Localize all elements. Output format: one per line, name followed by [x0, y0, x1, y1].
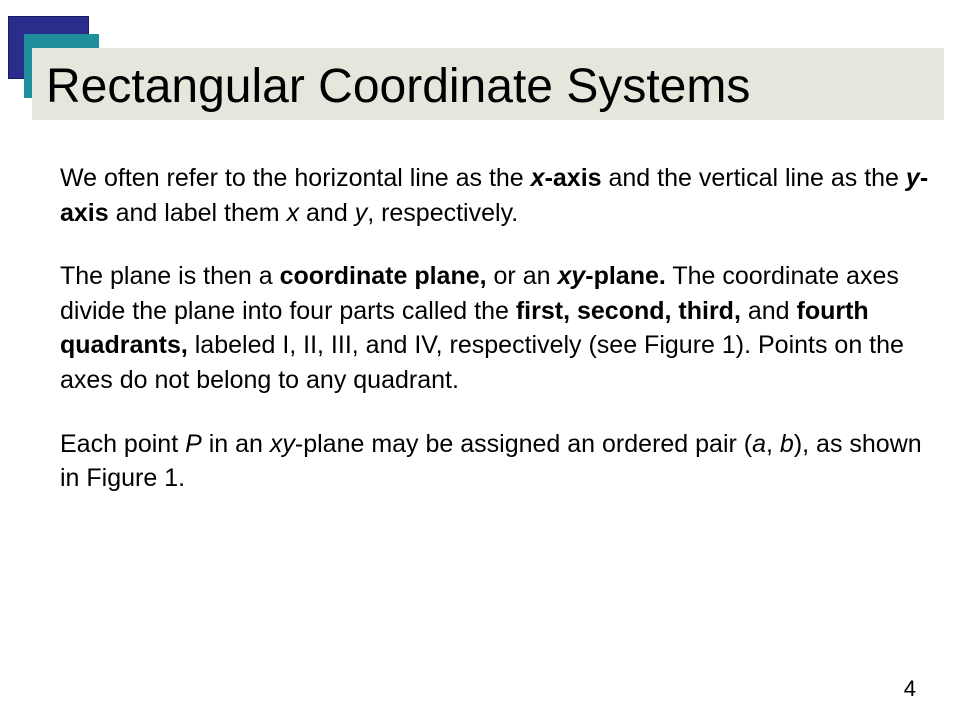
- text-run: or an: [486, 262, 558, 291]
- page-number: 4: [903, 676, 916, 701]
- text-run: xy: [557, 262, 586, 291]
- text-run: The coordinate axes divide the plane into four parts called the: [60, 262, 899, 325]
- text-run: P: [185, 429, 202, 458]
- text-run: y: [354, 198, 368, 227]
- paragraph-axes: [60, 161, 940, 230]
- text-run: y: [905, 164, 920, 192]
- text-run: Each point: [60, 429, 186, 458]
- text-run: ,: [766, 429, 780, 458]
- text-run: , respectively.: [367, 198, 519, 227]
- text-run: b: [779, 429, 794, 458]
- text-run: and: [299, 198, 355, 227]
- text-run: coordinate plane,: [279, 262, 487, 291]
- text-run: x: [530, 164, 545, 192]
- text-run: ), as shown in Figure 1.: [60, 429, 922, 493]
- slide-title: Rectangular Coordinate Systems: [46, 60, 751, 113]
- slide-body: [60, 161, 940, 496]
- text-run: -axis: [60, 164, 929, 227]
- text-run: x: [286, 198, 300, 227]
- text-run: We often refer to the horizontal line as the: [60, 164, 531, 192]
- text-run: fourth quadrants,: [60, 296, 869, 360]
- text-run: -plane.: [585, 262, 666, 291]
- text-run: in an: [201, 429, 270, 458]
- paragraph-ordered-pair: [60, 427, 940, 496]
- text-run: xy: [269, 429, 295, 458]
- text-run: labeled I, II, III, and IV, respectively (see Figure 1). Points on the axes do not belong to any quadrant.: [60, 331, 904, 394]
- text-run: first, second, third,: [515, 296, 741, 325]
- text-run: -axis: [544, 164, 602, 192]
- text-run: The plane is then a: [60, 262, 280, 291]
- paragraph-quadrants: [60, 259, 940, 397]
- text-run: a: [752, 429, 767, 458]
- text-run: -plane may be assigned an ordered pair (: [294, 429, 753, 458]
- text-run: and label them: [108, 198, 287, 227]
- text-run: and the vertical line as the: [601, 164, 906, 192]
- text-run: and: [740, 296, 797, 325]
